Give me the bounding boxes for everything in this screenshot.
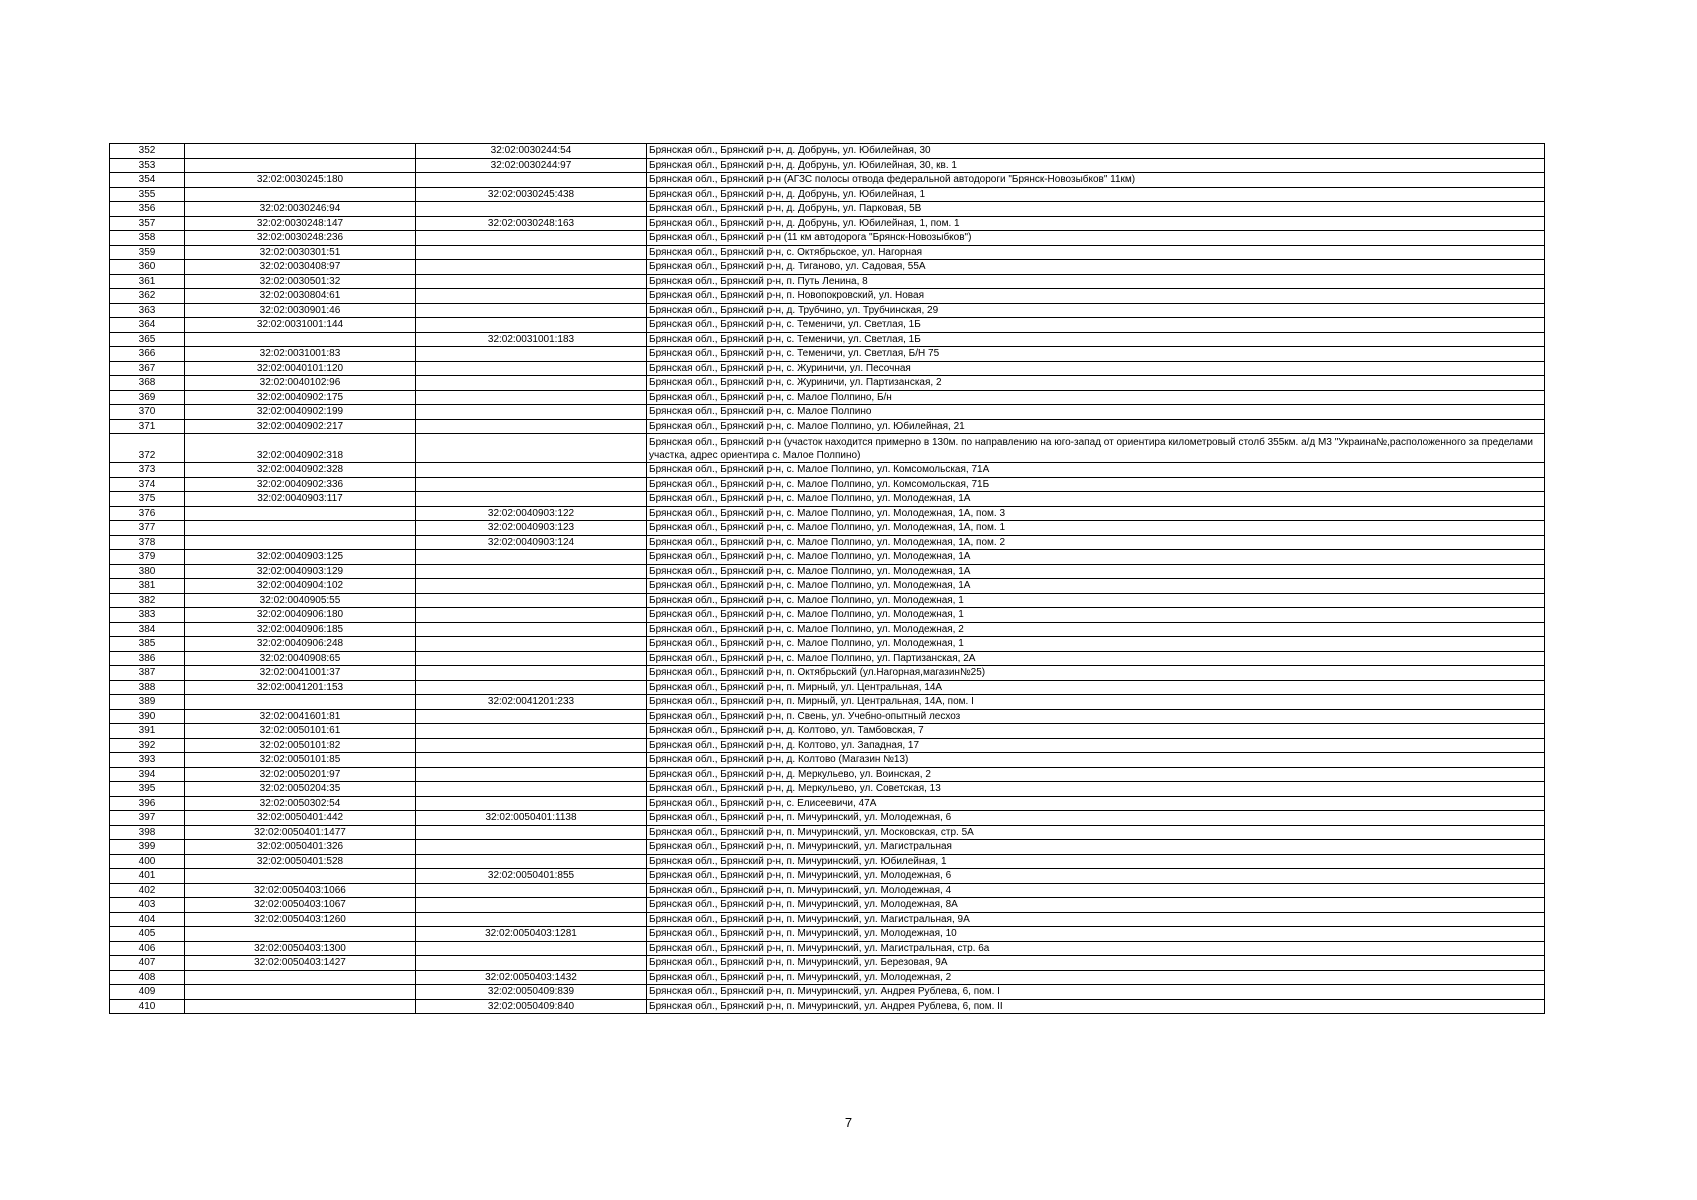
address-cell: Брянская обл., Брянский р-н (участок находится примерно в 130м. по направлению на юго-запад от ориентира километровый столб 355км. а/д М3 "Украина№,расположенного за пределами участка, адрес ориентира с. Малое Полпино) [647, 434, 1545, 463]
object-cadastral-number-cell: 32:02:0050403:1432 [416, 970, 647, 985]
table-row [110, 970, 1545, 985]
object-cadastral-number-cell: 32:02:0041201:233 [416, 695, 647, 710]
row-number-cell: 365 [110, 332, 185, 347]
table-row [110, 608, 1545, 623]
row-number-cell: 352 [110, 144, 185, 159]
address-cell: Брянская обл., Брянский р-н, с. Малое Полпино, ул. Юбилейная, 21 [647, 419, 1545, 434]
table-row [110, 347, 1545, 362]
address-cell: Брянская обл., Брянский р-н, с. Журиничи, ул. Песочная [647, 361, 1545, 376]
object-cadastral-number-cell [416, 767, 647, 782]
object-cadastral-number-cell [416, 231, 647, 246]
row-number-cell: 398 [110, 825, 185, 840]
row-number-cell: 364 [110, 318, 185, 333]
row-number-cell: 363 [110, 303, 185, 318]
object-cadastral-number-cell: 32:02:0040903:122 [416, 506, 647, 521]
cadastral-number-cell [185, 506, 416, 521]
cadastral-number-cell: 32:02:0050101:61 [185, 724, 416, 739]
table-row [110, 332, 1545, 347]
cadastral-number-cell [185, 970, 416, 985]
cadastral-number-cell: 32:02:0031001:144 [185, 318, 416, 333]
row-number-cell: 359 [110, 245, 185, 260]
address-cell: Брянская обл., Брянский р-н, п. Октябрьский (ул.Нагорная,магазин№25) [647, 666, 1545, 681]
address-cell: Брянская обл., Брянский р-н, д. Добрунь, ул. Юбилейная, 1 [647, 187, 1545, 202]
object-cadastral-number-cell [416, 753, 647, 768]
object-cadastral-number-cell [416, 477, 647, 492]
row-number-cell: 358 [110, 231, 185, 246]
cadastral-number-cell [185, 999, 416, 1014]
row-number-cell: 379 [110, 550, 185, 565]
object-cadastral-number-cell: 32:02:0030245:438 [416, 187, 647, 202]
cadastral-number-cell: 32:02:0031001:83 [185, 347, 416, 362]
object-cadastral-number-cell [416, 738, 647, 753]
cadastral-number-cell: 32:02:0050201:97 [185, 767, 416, 782]
address-cell: Брянская обл., Брянский р-н, д. Добрунь, ул. Юбилейная, 30, кв. 1 [647, 158, 1545, 173]
row-number-cell: 396 [110, 796, 185, 811]
address-cell: Брянская обл., Брянский р-н, д. Трубчино, ул. Трубчинская, 29 [647, 303, 1545, 318]
table-row [110, 985, 1545, 1000]
cadastral-number-cell: 32:02:0030408:97 [185, 260, 416, 275]
address-cell: Брянская обл., Брянский р-н, с. Малое Полпино, ул. Молодежная, 1А, пом. 2 [647, 535, 1545, 550]
object-cadastral-number-cell [416, 840, 647, 855]
table-row [110, 854, 1545, 869]
address-cell: Брянская обл., Брянский р-н, д. Колтово (Магазин №13) [647, 753, 1545, 768]
cadastral-number-cell [185, 695, 416, 710]
object-cadastral-number-cell [416, 941, 647, 956]
row-number-cell: 387 [110, 666, 185, 681]
object-cadastral-number-cell [416, 680, 647, 695]
row-number-cell: 395 [110, 782, 185, 797]
address-cell: Брянская обл., Брянский р-н, д. Добрунь, ул. Юбилейная, 1, пом. 1 [647, 216, 1545, 231]
cadastral-number-cell: 32:02:0030248:236 [185, 231, 416, 246]
address-cell: Брянская обл., Брянский р-н, п. Мичуринский, ул. Березовая, 9А [647, 956, 1545, 971]
cadastral-number-cell: 32:02:0040906:180 [185, 608, 416, 623]
table-row [110, 405, 1545, 420]
cadastral-number-cell: 32:02:0040906:185 [185, 622, 416, 637]
address-cell: Брянская обл., Брянский р-н, с. Теменичи, ул. Светлая, 1Б [647, 318, 1545, 333]
row-number-cell: 376 [110, 506, 185, 521]
address-cell: Брянская обл., Брянский р-н (11 км автодорога "Брянск-Новозыбков") [647, 231, 1545, 246]
address-cell: Брянская обл., Брянский р-н, п. Мичуринский, ул. Андрея Рублева, 6, пом. II [647, 999, 1545, 1014]
cadastral-number-cell: 32:02:0050401:326 [185, 840, 416, 855]
address-cell: Брянская обл., Брянский р-н, с. Малое Полпино, ул. Молодежная, 1 [647, 637, 1545, 652]
cadastral-number-cell: 32:02:0040101:120 [185, 361, 416, 376]
cadastral-number-cell: 32:02:0040902:199 [185, 405, 416, 420]
row-number-cell: 383 [110, 608, 185, 623]
cadastral-number-cell [185, 332, 416, 347]
registry-table [109, 143, 1545, 1014]
table-row [110, 912, 1545, 927]
address-cell: Брянская обл., Брянский р-н, п. Мичуринский, ул. Магистральная [647, 840, 1545, 855]
address-cell: Брянская обл., Брянский р-н, п. Мичуринский, ул. Молодежная, 6 [647, 811, 1545, 826]
cadastral-number-cell: 32:02:0050302:54 [185, 796, 416, 811]
table-row [110, 506, 1545, 521]
table-row [110, 593, 1545, 608]
table-row [110, 869, 1545, 884]
object-cadastral-number-cell [416, 405, 647, 420]
row-number-cell: 356 [110, 202, 185, 217]
object-cadastral-number-cell [416, 782, 647, 797]
row-number-cell: 375 [110, 492, 185, 507]
row-number-cell: 382 [110, 593, 185, 608]
row-number-cell: 400 [110, 854, 185, 869]
object-cadastral-number-cell: 32:02:0031001:183 [416, 332, 647, 347]
object-cadastral-number-cell [416, 651, 647, 666]
address-cell: Брянская обл., Брянский р-н, п. Мичуринский, ул. Молодежная, 8А [647, 898, 1545, 913]
address-cell: Брянская обл., Брянский р-н, с. Теменичи, ул. Светлая, 1Б [647, 332, 1545, 347]
cadastral-number-cell: 32:02:0040906:248 [185, 637, 416, 652]
table-row [110, 361, 1545, 376]
address-cell: Брянская обл., Брянский р-н, д. Добрунь, ул. Парковая, 5В [647, 202, 1545, 217]
table-row [110, 231, 1545, 246]
cadastral-number-cell [185, 985, 416, 1000]
row-number-cell: 409 [110, 985, 185, 1000]
address-cell: Брянская обл., Брянский р-н, д. Колтово, ул. Западная, 17 [647, 738, 1545, 753]
address-cell: Брянская обл., Брянский р-н, с. Малое Полпино, ул. Молодежная, 1А [647, 564, 1545, 579]
cadastral-number-cell: 32:02:0040902:217 [185, 419, 416, 434]
row-number-cell: 394 [110, 767, 185, 782]
address-cell: Брянская обл., Брянский р-н, с. Малое Полпино, ул. Молодежная, 1 [647, 593, 1545, 608]
address-cell: Брянская обл., Брянский р-н, п. Мирный, ул. Центральная, 14А [647, 680, 1545, 695]
row-number-cell: 390 [110, 709, 185, 724]
object-cadastral-number-cell [416, 564, 647, 579]
cadastral-number-cell: 32:02:0050101:82 [185, 738, 416, 753]
object-cadastral-number-cell [416, 390, 647, 405]
cadastral-number-cell: 32:02:0041001:37 [185, 666, 416, 681]
address-cell: Брянская обл., Брянский р-н, с. Малое Полпино, ул. Молодежная, 1А, пом. 3 [647, 506, 1545, 521]
table-row [110, 898, 1545, 913]
address-cell: Брянская обл., Брянский р-н, п. Новопокровский, ул. Новая [647, 289, 1545, 304]
address-cell: Брянская обл., Брянский р-н, п. Мичуринский, ул. Молодежная, 4 [647, 883, 1545, 898]
object-cadastral-number-cell: 32:02:0040903:124 [416, 535, 647, 550]
row-number-cell: 355 [110, 187, 185, 202]
row-number-cell: 397 [110, 811, 185, 826]
object-cadastral-number-cell [416, 260, 647, 275]
object-cadastral-number-cell: 32:02:0050409:840 [416, 999, 647, 1014]
row-number-cell: 405 [110, 927, 185, 942]
table-row [110, 999, 1545, 1014]
table-row [110, 811, 1545, 826]
table-row [110, 463, 1545, 478]
address-cell: Брянская обл., Брянский р-н, д. Меркульево, ул. Советская, 13 [647, 782, 1545, 797]
row-number-cell: 372 [110, 434, 185, 463]
object-cadastral-number-cell [416, 245, 647, 260]
cadastral-number-cell [185, 869, 416, 884]
object-cadastral-number-cell [416, 666, 647, 681]
cadastral-number-cell: 32:02:0050101:85 [185, 753, 416, 768]
object-cadastral-number-cell: 32:02:0030244:97 [416, 158, 647, 173]
address-cell: Брянская обл., Брянский р-н, п. Мичуринский, ул. Молодежная, 6 [647, 869, 1545, 884]
object-cadastral-number-cell [416, 347, 647, 362]
object-cadastral-number-cell [416, 709, 647, 724]
row-number-cell: 367 [110, 361, 185, 376]
cadastral-number-cell: 32:02:0040902:328 [185, 463, 416, 478]
address-cell: Брянская обл., Брянский р-н, с. Малое Полпино, ул. Комсомольская, 71Б [647, 477, 1545, 492]
cadastral-number-cell: 32:02:0030804:61 [185, 289, 416, 304]
object-cadastral-number-cell [416, 854, 647, 869]
cadastral-number-cell: 32:02:0040905:55 [185, 593, 416, 608]
row-number-cell: 408 [110, 970, 185, 985]
address-cell: Брянская обл., Брянский р-н, с. Теменичи, ул. Светлая, Б/Н 75 [647, 347, 1545, 362]
table-row [110, 579, 1545, 594]
row-number-cell: 360 [110, 260, 185, 275]
object-cadastral-number-cell [416, 883, 647, 898]
address-cell: Брянская обл., Брянский р-н, п. Мичуринский, ул. Андрея Рублева, 6, пом. I [647, 985, 1545, 1000]
table-row [110, 695, 1545, 710]
cadastral-number-cell: 32:02:0050401:1477 [185, 825, 416, 840]
object-cadastral-number-cell [416, 202, 647, 217]
object-cadastral-number-cell [416, 608, 647, 623]
object-cadastral-number-cell [416, 318, 647, 333]
table-row [110, 419, 1545, 434]
object-cadastral-number-cell [416, 825, 647, 840]
address-cell: Брянская обл., Брянский р-н, с. Малое Полпино [647, 405, 1545, 420]
row-number-cell: 378 [110, 535, 185, 550]
object-cadastral-number-cell [416, 898, 647, 913]
table-row [110, 550, 1545, 565]
address-cell: Брянская обл., Брянский р-н, д. Добрунь, ул. Юбилейная, 30 [647, 144, 1545, 159]
address-cell: Брянская обл., Брянский р-н, с. Журиничи, ул. Партизанская, 2 [647, 376, 1545, 391]
address-cell: Брянская обл., Брянский р-н, с. Малое Полпино, ул. Молодежная, 1А [647, 492, 1545, 507]
cadastral-number-cell: 32:02:0050403:1067 [185, 898, 416, 913]
address-cell: Брянская обл., Брянский р-н, д. Меркульево, ул. Воинская, 2 [647, 767, 1545, 782]
table-row [110, 535, 1545, 550]
cadastral-number-cell: 32:02:0030301:51 [185, 245, 416, 260]
table-row [110, 202, 1545, 217]
table-row [110, 216, 1545, 231]
address-cell: Брянская обл., Брянский р-н, п. Путь Ленина, 8 [647, 274, 1545, 289]
address-cell: Брянская обл., Брянский р-н, п. Мичуринский, ул. Магистральная, 9А [647, 912, 1545, 927]
address-cell: Брянская обл., Брянский р-н, с. Малое Полпино, ул. Партизанская, 2А [647, 651, 1545, 666]
table-row [110, 245, 1545, 260]
registry-table-body [110, 144, 1545, 1014]
table-row [110, 724, 1545, 739]
object-cadastral-number-cell [416, 492, 647, 507]
object-cadastral-number-cell: 32:02:0050409:839 [416, 985, 647, 1000]
table-row [110, 564, 1545, 579]
address-cell: Брянская обл., Брянский р-н, п. Мирный, ул. Центральная, 14А, пом. I [647, 695, 1545, 710]
address-cell: Брянская обл., Брянский р-н, п. Мичуринский, ул. Магистральная, стр. 6а [647, 941, 1545, 956]
cadastral-number-cell: 32:02:0040904:102 [185, 579, 416, 594]
table-row [110, 477, 1545, 492]
row-number-cell: 391 [110, 724, 185, 739]
object-cadastral-number-cell [416, 622, 647, 637]
row-number-cell: 384 [110, 622, 185, 637]
table-row [110, 651, 1545, 666]
row-number-cell: 361 [110, 274, 185, 289]
address-cell: Брянская обл., Брянский р-н, с. Малое Полпино, ул. Молодежная, 1А [647, 550, 1545, 565]
object-cadastral-number-cell [416, 912, 647, 927]
row-number-cell: 393 [110, 753, 185, 768]
table-row [110, 956, 1545, 971]
table-row [110, 260, 1545, 275]
cadastral-number-cell: 32:02:0030901:46 [185, 303, 416, 318]
cadastral-number-cell: 32:02:0040903:129 [185, 564, 416, 579]
object-cadastral-number-cell: 32:02:0030244:54 [416, 144, 647, 159]
object-cadastral-number-cell [416, 463, 647, 478]
object-cadastral-number-cell: 32:02:0030248:163 [416, 216, 647, 231]
object-cadastral-number-cell: 32:02:0050403:1281 [416, 927, 647, 942]
row-number-cell: 373 [110, 463, 185, 478]
row-number-cell: 370 [110, 405, 185, 420]
table-row [110, 796, 1545, 811]
cadastral-number-cell: 32:02:0050403:1066 [185, 883, 416, 898]
row-number-cell: 389 [110, 695, 185, 710]
address-cell: Брянская обл., Брянский р-н, д. Тиганово, ул. Садовая, 55А [647, 260, 1545, 275]
table-row [110, 753, 1545, 768]
row-number-cell: 386 [110, 651, 185, 666]
object-cadastral-number-cell [416, 173, 647, 188]
cadastral-number-cell: 32:02:0050401:442 [185, 811, 416, 826]
table-row [110, 144, 1545, 159]
object-cadastral-number-cell: 32:02:0050401:855 [416, 869, 647, 884]
object-cadastral-number-cell [416, 593, 647, 608]
row-number-cell: 403 [110, 898, 185, 913]
cadastral-number-cell: 32:02:0030246:94 [185, 202, 416, 217]
cadastral-number-cell: 32:02:0030501:32 [185, 274, 416, 289]
table-row [110, 376, 1545, 391]
object-cadastral-number-cell [416, 274, 647, 289]
table-row [110, 173, 1545, 188]
address-cell: Брянская обл., Брянский р-н, п. Мичуринский, ул. Московская, стр. 5А [647, 825, 1545, 840]
table-row [110, 927, 1545, 942]
cadastral-number-cell [185, 187, 416, 202]
table-row [110, 390, 1545, 405]
object-cadastral-number-cell [416, 434, 647, 463]
row-number-cell: 388 [110, 680, 185, 695]
table-row [110, 680, 1545, 695]
address-cell: Брянская обл., Брянский р-н, с. Малое Полпино, ул. Молодежная, 1А, пом. 1 [647, 521, 1545, 536]
row-number-cell: 369 [110, 390, 185, 405]
row-number-cell: 362 [110, 289, 185, 304]
row-number-cell: 402 [110, 883, 185, 898]
cadastral-number-cell [185, 144, 416, 159]
object-cadastral-number-cell [416, 637, 647, 652]
cadastral-number-cell: 32:02:0040903:125 [185, 550, 416, 565]
table-row [110, 492, 1545, 507]
cadastral-number-cell: 32:02:0041201:153 [185, 680, 416, 695]
table-row [110, 738, 1545, 753]
object-cadastral-number-cell [416, 419, 647, 434]
address-cell: Брянская обл., Брянский р-н, с. Малое Полпино, Б/н [647, 390, 1545, 405]
object-cadastral-number-cell: 32:02:0050401:1138 [416, 811, 647, 826]
address-cell: Брянская обл., Брянский р-н, с. Малое Полпино, ул. Молодежная, 2 [647, 622, 1545, 637]
row-number-cell: 410 [110, 999, 185, 1014]
address-cell: Брянская обл., Брянский р-н, с. Малое Полпино, ул. Молодежная, 1 [647, 608, 1545, 623]
cadastral-number-cell [185, 927, 416, 942]
cadastral-number-cell [185, 158, 416, 173]
row-number-cell: 399 [110, 840, 185, 855]
row-number-cell: 357 [110, 216, 185, 231]
row-number-cell: 392 [110, 738, 185, 753]
object-cadastral-number-cell [416, 361, 647, 376]
row-number-cell: 377 [110, 521, 185, 536]
table-row [110, 941, 1545, 956]
cadastral-number-cell: 32:02:0050204:35 [185, 782, 416, 797]
cadastral-number-cell: 32:02:0040902:318 [185, 434, 416, 463]
object-cadastral-number-cell [416, 303, 647, 318]
table-row [110, 622, 1545, 637]
row-number-cell: 401 [110, 869, 185, 884]
cadastral-number-cell [185, 521, 416, 536]
table-row [110, 666, 1545, 681]
object-cadastral-number-cell [416, 796, 647, 811]
address-cell: Брянская обл., Брянский р-н, п. Свень, ул. Учебно-опытный лесхоз [647, 709, 1545, 724]
address-cell: Брянская обл., Брянский р-н, п. Мичуринский, ул. Молодежная, 2 [647, 970, 1545, 985]
address-cell: Брянская обл., Брянский р-н, с. Октябрьское, ул. Нагорная [647, 245, 1545, 260]
cadastral-number-cell: 32:02:0040902:175 [185, 390, 416, 405]
cadastral-number-cell: 32:02:0040102:96 [185, 376, 416, 391]
table-row [110, 883, 1545, 898]
row-number-cell: 380 [110, 564, 185, 579]
object-cadastral-number-cell [416, 289, 647, 304]
cadastral-number-cell: 32:02:0050403:1260 [185, 912, 416, 927]
address-cell: Брянская обл., Брянский р-н (АГЗС полосы отвода федеральной автодороги "Брянск-Новозыбков" 11км) [647, 173, 1545, 188]
cadastral-number-cell [185, 535, 416, 550]
table-row [110, 782, 1545, 797]
address-cell: Брянская обл., Брянский р-н, д. Колтово, ул. Тамбовская, 7 [647, 724, 1545, 739]
row-number-cell: 353 [110, 158, 185, 173]
row-number-cell: 366 [110, 347, 185, 362]
cadastral-number-cell: 32:02:0030245:180 [185, 173, 416, 188]
table-row [110, 825, 1545, 840]
cadastral-number-cell: 32:02:0050403:1300 [185, 941, 416, 956]
object-cadastral-number-cell [416, 376, 647, 391]
table-row [110, 187, 1545, 202]
address-cell: Брянская обл., Брянский р-н, с. Елисеевичи, 47А [647, 796, 1545, 811]
table-row [110, 434, 1545, 463]
table-row [110, 840, 1545, 855]
object-cadastral-number-cell [416, 724, 647, 739]
row-number-cell: 385 [110, 637, 185, 652]
address-cell: Брянская обл., Брянский р-н, с. Малое Полпино, ул. Комсомольская, 71А [647, 463, 1545, 478]
cadastral-number-cell: 32:02:0030248:147 [185, 216, 416, 231]
table-row [110, 767, 1545, 782]
cadastral-number-cell: 32:02:0040902:336 [185, 477, 416, 492]
table-row [110, 318, 1545, 333]
table-row [110, 709, 1545, 724]
cadastral-number-cell: 32:02:0050401:528 [185, 854, 416, 869]
row-number-cell: 371 [110, 419, 185, 434]
object-cadastral-number-cell [416, 579, 647, 594]
address-cell: Брянская обл., Брянский р-н, с. Малое Полпино, ул. Молодежная, 1А [647, 579, 1545, 594]
row-number-cell: 381 [110, 579, 185, 594]
cadastral-number-cell: 32:02:0041601:81 [185, 709, 416, 724]
row-number-cell: 354 [110, 173, 185, 188]
table-row [110, 637, 1545, 652]
address-cell: Брянская обл., Брянский р-н, п. Мичуринский, ул. Юбилейная, 1 [647, 854, 1545, 869]
table-row [110, 158, 1545, 173]
table-row [110, 521, 1545, 536]
cadastral-number-cell: 32:02:0040903:117 [185, 492, 416, 507]
table-row [110, 289, 1545, 304]
address-cell: Брянская обл., Брянский р-н, п. Мичуринский, ул. Молодежная, 10 [647, 927, 1545, 942]
cadastral-number-cell: 32:02:0050403:1427 [185, 956, 416, 971]
table-row [110, 274, 1545, 289]
row-number-cell: 404 [110, 912, 185, 927]
row-number-cell: 374 [110, 477, 185, 492]
page-number: 7 [844, 1115, 853, 1130]
object-cadastral-number-cell [416, 956, 647, 971]
object-cadastral-number-cell [416, 550, 647, 565]
cadastral-number-cell: 32:02:0040908:65 [185, 651, 416, 666]
object-cadastral-number-cell: 32:02:0040903:123 [416, 521, 647, 536]
row-number-cell: 368 [110, 376, 185, 391]
row-number-cell: 407 [110, 956, 185, 971]
table-row [110, 303, 1545, 318]
row-number-cell: 406 [110, 941, 185, 956]
